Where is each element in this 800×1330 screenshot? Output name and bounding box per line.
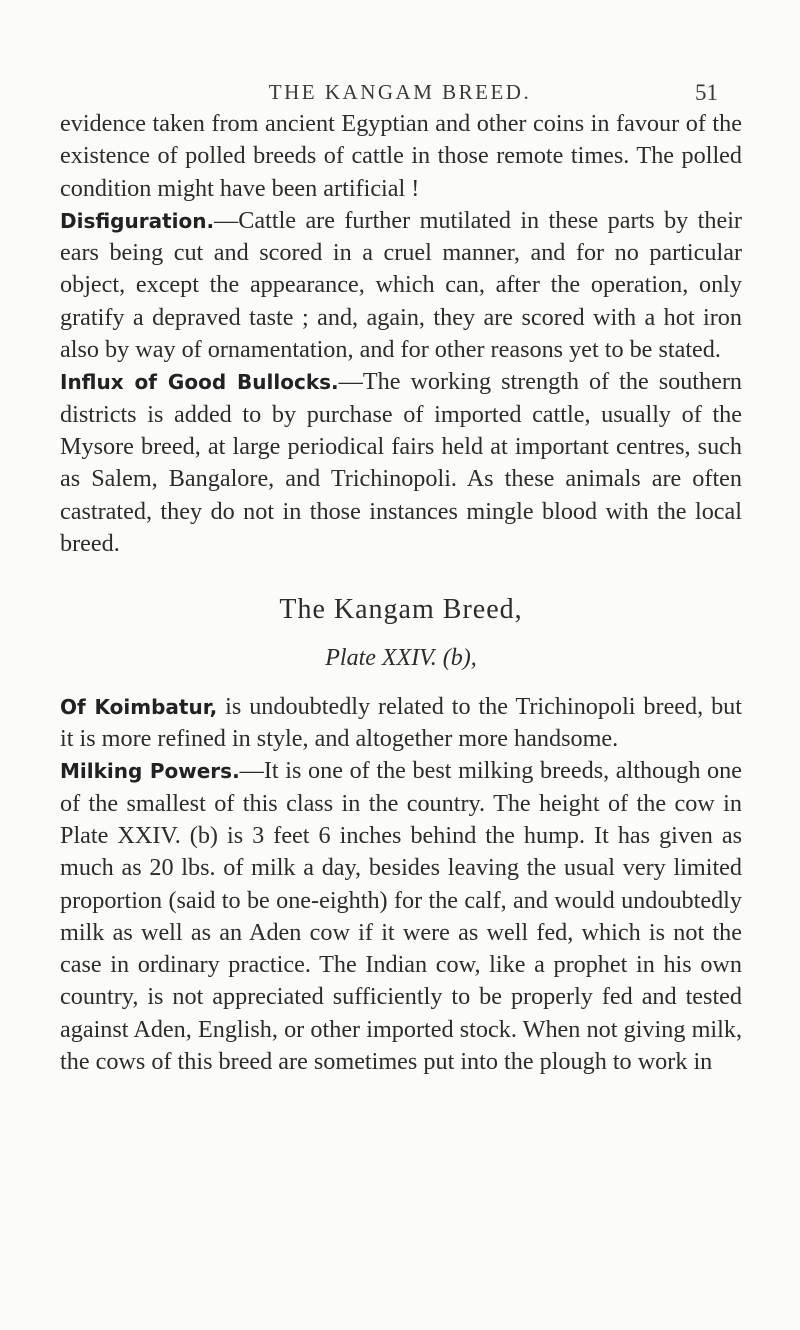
- paragraph-influx: [60, 366, 742, 560]
- paragraph-disfiguration: [60, 205, 742, 366]
- running-header: [0, 80, 800, 110]
- paragraph-milking-text: —It is one of the best milking breeds, although one of the smallest of this class in the country. The height of the cow in Plate XXIV. (b) is 3 feet 6 inches behind the hump. It has given as much as 20 lbs. of milk a day, besides leaving the usual very limited proportion (said to be one-eighth) for the calf, and would undoubtedly milk as well as an Aden cow if it were as well fed, which is not the case in ordinary practice. The Indian cow, like a prophet in his own country, is not appreciated sufficiently to be properly fed and tested against Aden, English, or other imported stock. When not giving milk, the cows of this breed are sometimes put into the plough to work in: [60, 757, 742, 1076]
- paragraph-koimbatur-text: is undoubtedly related to the Trichinopoli breed, but it is more refined in style, and altogether more handsome.: [60, 692, 742, 753]
- run-in-heading-koimbatur: Of Koimbatur,: [60, 694, 218, 719]
- paragraph-coins: [60, 108, 742, 205]
- paragraph-coins-text: evidence taken from ancient Egyptian and other coins in favour of the existence of polled breeds of cattle in those remote times. The polled condition might have been artificial !: [60, 110, 742, 202]
- page-number: 51: [695, 80, 718, 105]
- paragraph-milking: [60, 755, 742, 1078]
- paragraph-koimbatur: [60, 691, 742, 756]
- plate-reference: Plate XXIV. (b),: [325, 645, 477, 672]
- paragraph-disfiguration-text: —Cattle are further mutilated in these parts by their ears being cut and scored in a cruel manner, and for no particular object, except the appearance, which can, after the operation, only gratify a depraved taste ; and, again, they are scored with a hot iron also by way of ornamentation, and for other reasons yet to be stated.: [60, 206, 742, 364]
- paragraph-influx-text: —The working strength of the southern districts is added to by purchase of imported cattle, usually of the Mysore breed, at large periodical fairs held at important centres, such as Salem, Bangalore, and Trichinopoli. As these animals are often castrated, they do not in those instances mingle blood with the local breed.: [60, 368, 742, 557]
- run-in-heading-disfiguration: Disfiguration.: [60, 208, 215, 233]
- section-title: The Kangam Breed,: [279, 594, 523, 626]
- running-title: THE KANGAM BREED.: [268, 80, 532, 104]
- run-in-heading-milking: Milking Powers.: [60, 759, 240, 784]
- run-in-heading-influx: Influx of Good Bullocks.: [60, 370, 339, 395]
- body-text: [60, 108, 742, 1078]
